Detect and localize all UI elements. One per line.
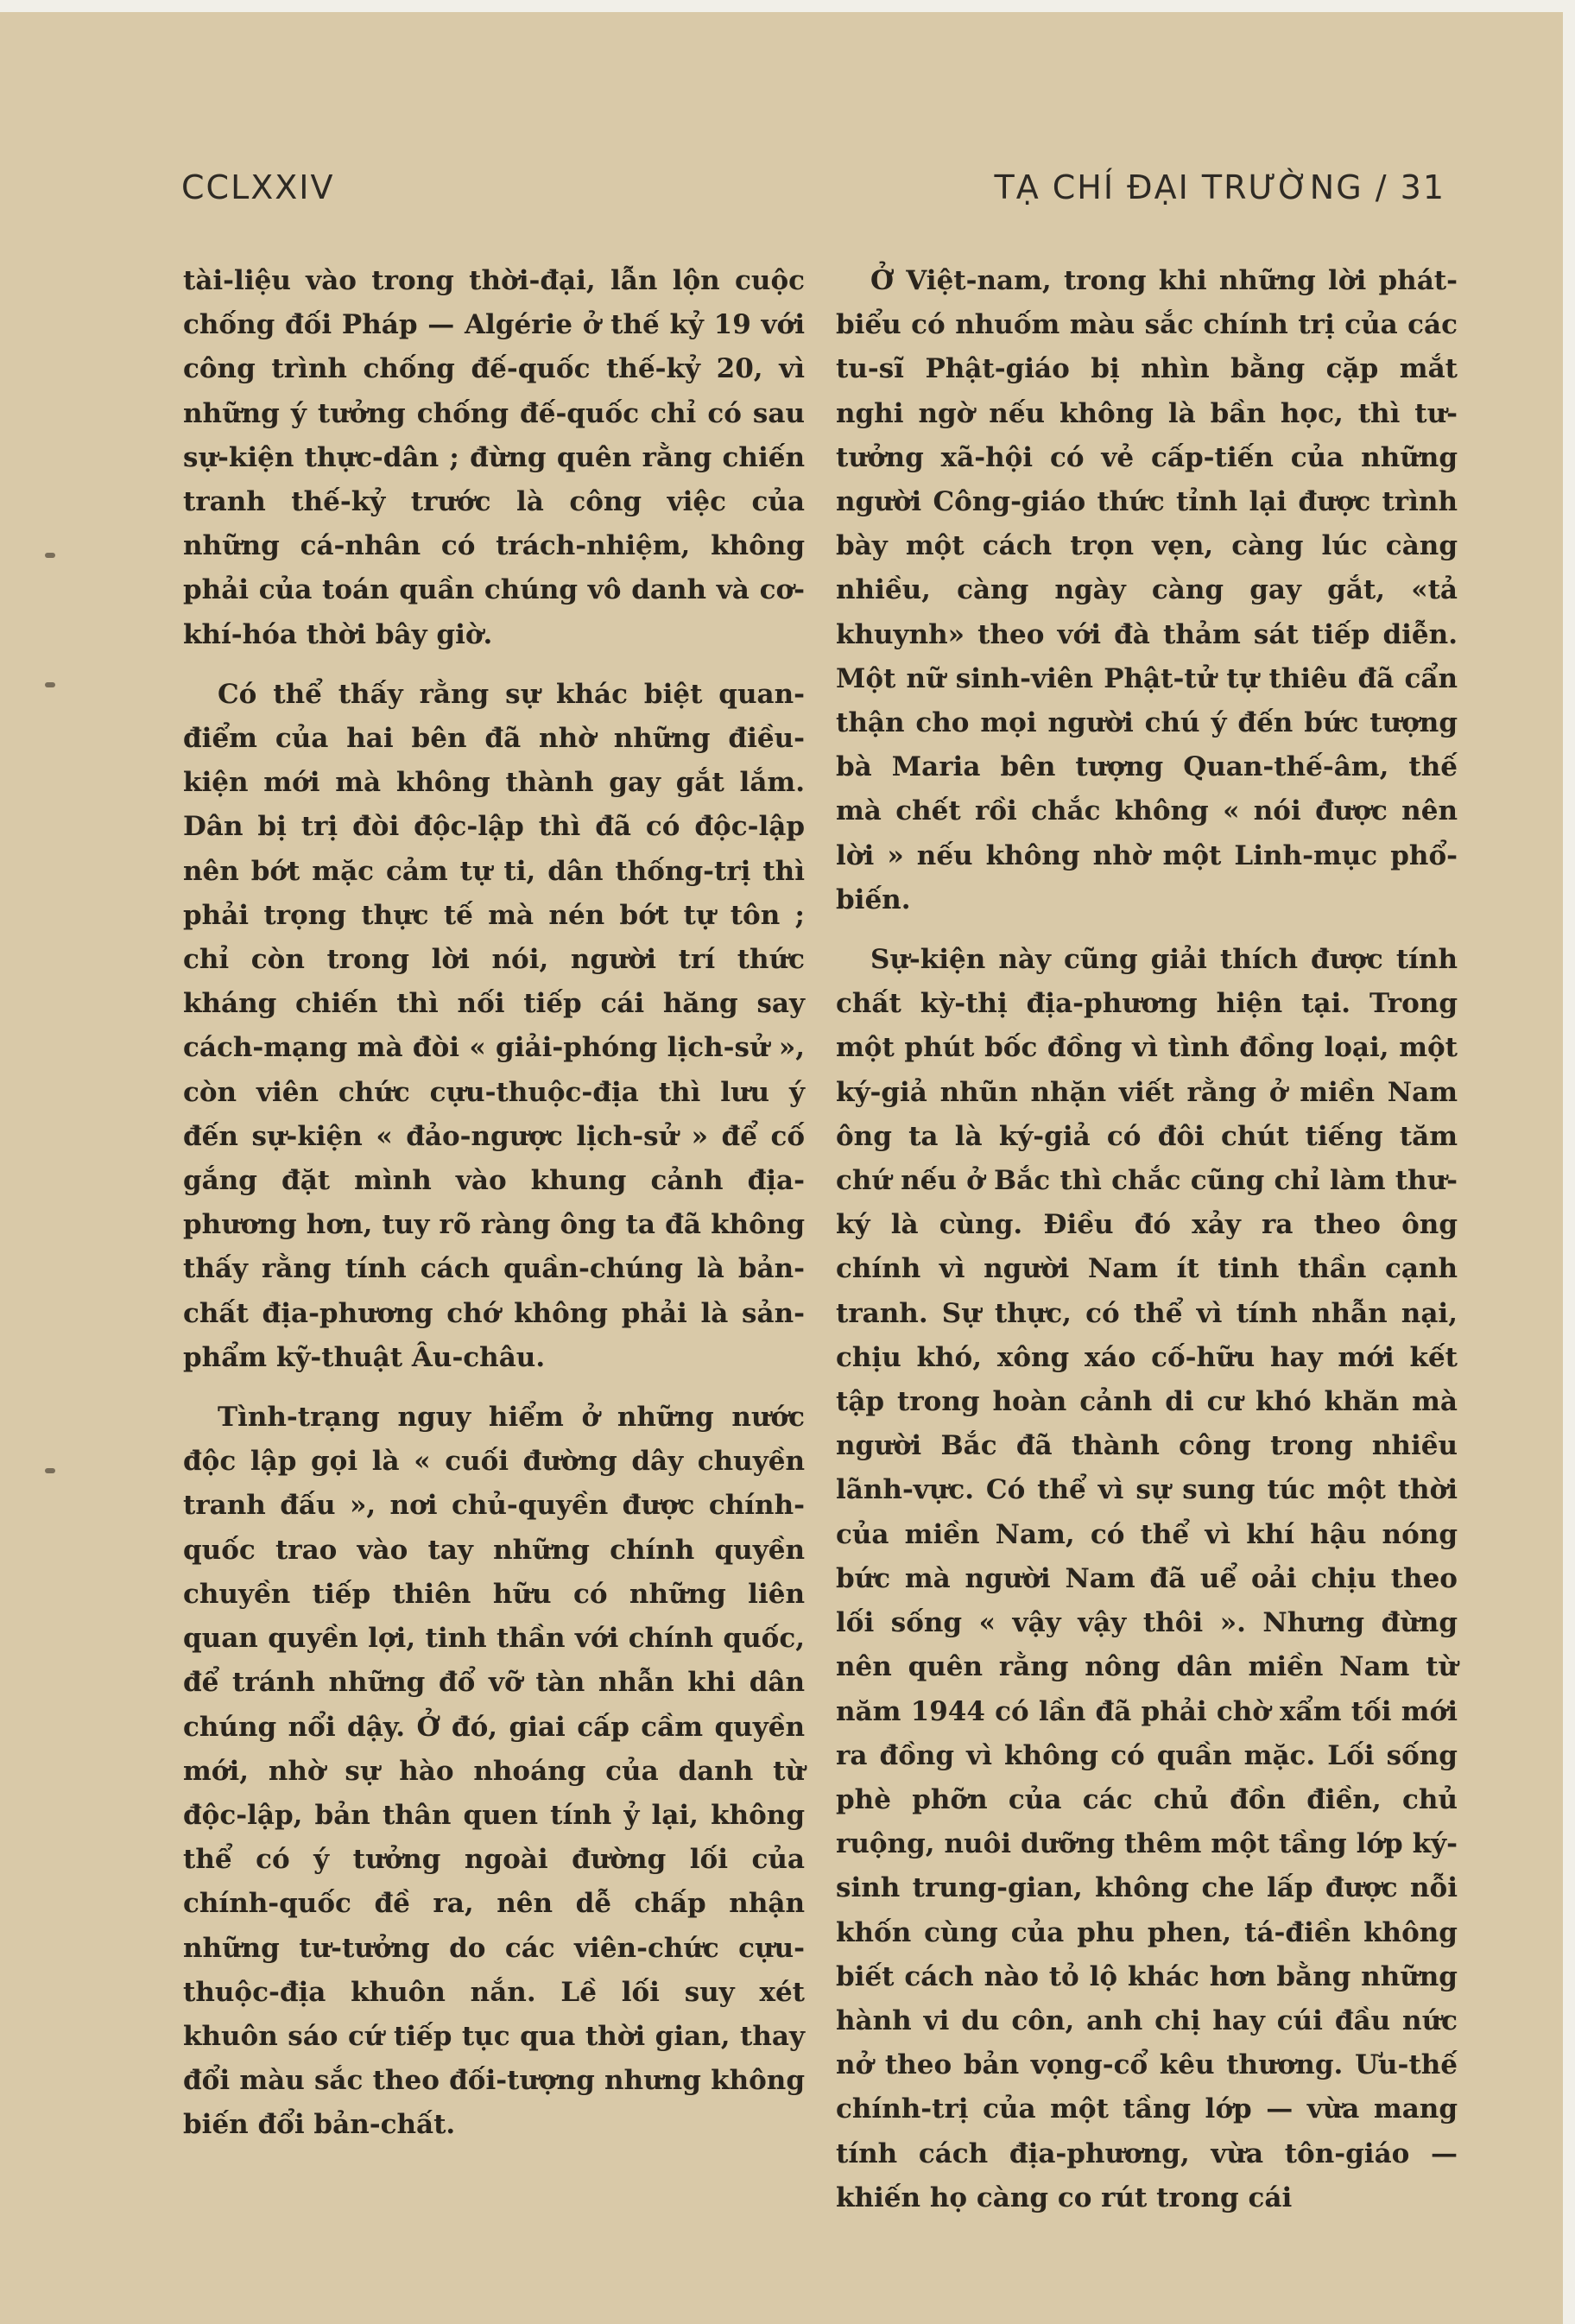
chapter-number: CCLXXIV [181,168,335,206]
paragraph: Sự-kiện này cũng giải thích được tính chất kỳ-thị địa-phương hiện tại. Trong một phút bốc đồng vì tình đồng loại, một ký-giả nhũn nhặn viết rằng ở miền Nam ông ta là ký-giả có đôi chút tiếng tăm chứ nếu ở Bắc thì chắc cũng chỉ làm thư-ký là cùng. Điều đó xảy ra theo ông chính vì người Nam ít tinh thần cạnh tranh. Sự thực, có thể vì tính nhẫn nại, chịu khó, xông xáo cố-hữu hay mới kết tập trong hoàn cảnh di cư khó khăn mà người Bắc đã thành công trong nhiều lãnh-vực. Có thể vì sự sung túc một thời của miền Nam, có thể vì khí hậu nóng bức mà người Nam đã uể oải chịu theo lối sống « vậy vậy thôi ». Nhưng đừng nên quên rằng nông dân miền Nam từ năm 1944 có lần đã phải chờ xẩm tối mới ra đồng vì không có quần mặc. Lối sống phè phỡn của các chủ đồn điền, chủ ruộng, nuôi dưỡng thêm một tầng lớp ký-sinh trung-gian, không che lấp được nỗi khốn cùng của phu phen, tá-điền không biết cách nào tỏ lộ khác hơn bằng những hành vi du côn, anh chị hay cúi đầu nức nở theo bản vọng-cổ kêu thương. Ưu-thế chính-trị của một tầng lớp — vừa mang tính cách địa-phương, vừa tôn-giáo — khiến họ càng co rút trong cái [836,944,1458,2213]
scan-border-top [0,0,1575,12]
margin-mark [45,553,55,558]
running-header: TẠ CHÍ ĐẠI TRƯỜNG / 31 [994,168,1445,206]
paragraph: tài-liệu vào trong thời-đại, lẫn lộn cuộc chống đối Pháp — Algérie ở thế kỷ 19 với công trình chống đế-quốc thế-kỷ 20, vì những ý tưởng chống đế-quốc chỉ có sau sự-kiện thực-dân ; đừng quên rằng chiến tranh thế-kỷ trước là công việc của những cá-nhân có trách-nhiệm, không phải của toán quần chúng vô danh và cơ-khí-hóa thời bây giờ. [183,265,805,650]
text-column-right [836,259,1458,2236]
text-column-left [183,259,805,2163]
paragraph: Tình-trạng nguy hiểm ở những nước độc lập gọi là « cuối đường dây chuyền tranh đấu », nơi chủ-quyền được chính-quốc trao vào tay những chính quyền chuyền tiếp thiên hữu có những liên quan quyền lợi, tinh thần với chính quốc, để tránh những đổ vỡ tàn nhẫn khi dân chúng nổi dậy. Ở đó, giai cấp cầm quyền mới, nhờ sự hào nhoáng của danh từ độc-lập, bản thân quen tính ỷ lại, không thể có ý tưởng ngoài đường lối của chính-quốc đề ra, nên dễ chấp nhận những tư-tưởng do các viên-chức cựu-thuộc-địa khuôn nắn. Lề lối suy xét khuôn sáo cứ tiếp tục qua thời gian, thay đổi màu sắc theo đối-tượng nhưng không biến đổi bản-chất. [183,1402,805,2141]
scan-border-right [1563,0,1575,2324]
margin-mark [45,1468,55,1473]
margin-mark [45,682,55,687]
paragraph: Có thể thấy rằng sự khác biệt quan-điểm của hai bên đã nhờ những điều-kiện mới mà không thành gay gắt lắm. Dân bị trị đòi độc-lập thì đã có độc-lập nên bớt mặc cảm tự ti, dân thống-trị thì phải trọng thực tế mà nén bớt tự tôn ; chỉ còn trong lời nói, người trí thức kháng chiến thì nối tiếp cái hăng say cách-mạng mà đòi « giải-phóng lịch-sử », còn viên chức cựu-thuộc-địa thì lưu ý đến sự-kiện « đảo-ngược lịch-sử » để cố gắng đặt mình vào khung cảnh địa-phương hơn, tuy rõ ràng ông ta đã không thấy rằng tính cách quần-chúng là bản-chất địa-phương chớ không phải là sản-phẩm kỹ-thuật Âu-châu. [183,678,805,1373]
paragraph: Ở Việt-nam, trong khi những lời phát-biểu có nhuốm màu sắc chính trị của các tu-sĩ Phật-giáo bị nhìn bằng cặp mắt nghi ngờ nếu không là bần học, thì tư-tưởng xã-hội có vẻ cấp-tiến của những người Công-giáo thức tỉnh lại được trình bày một cách trọn vẹn, càng lúc càng nhiều, càng ngày càng gay gắt, «tả khuynh» theo với đà thảm sát tiếp diễn. Một nữ sinh-viên Phật-tử tự thiêu đã cẩn thận cho mọi người chú ý đến bức tượng bà Maria bên tượng Quan-thế-âm, thế mà chết rồi chắc không « nói được nên lời » nếu không nhờ một Linh-mục phổ-biến. [836,265,1458,915]
